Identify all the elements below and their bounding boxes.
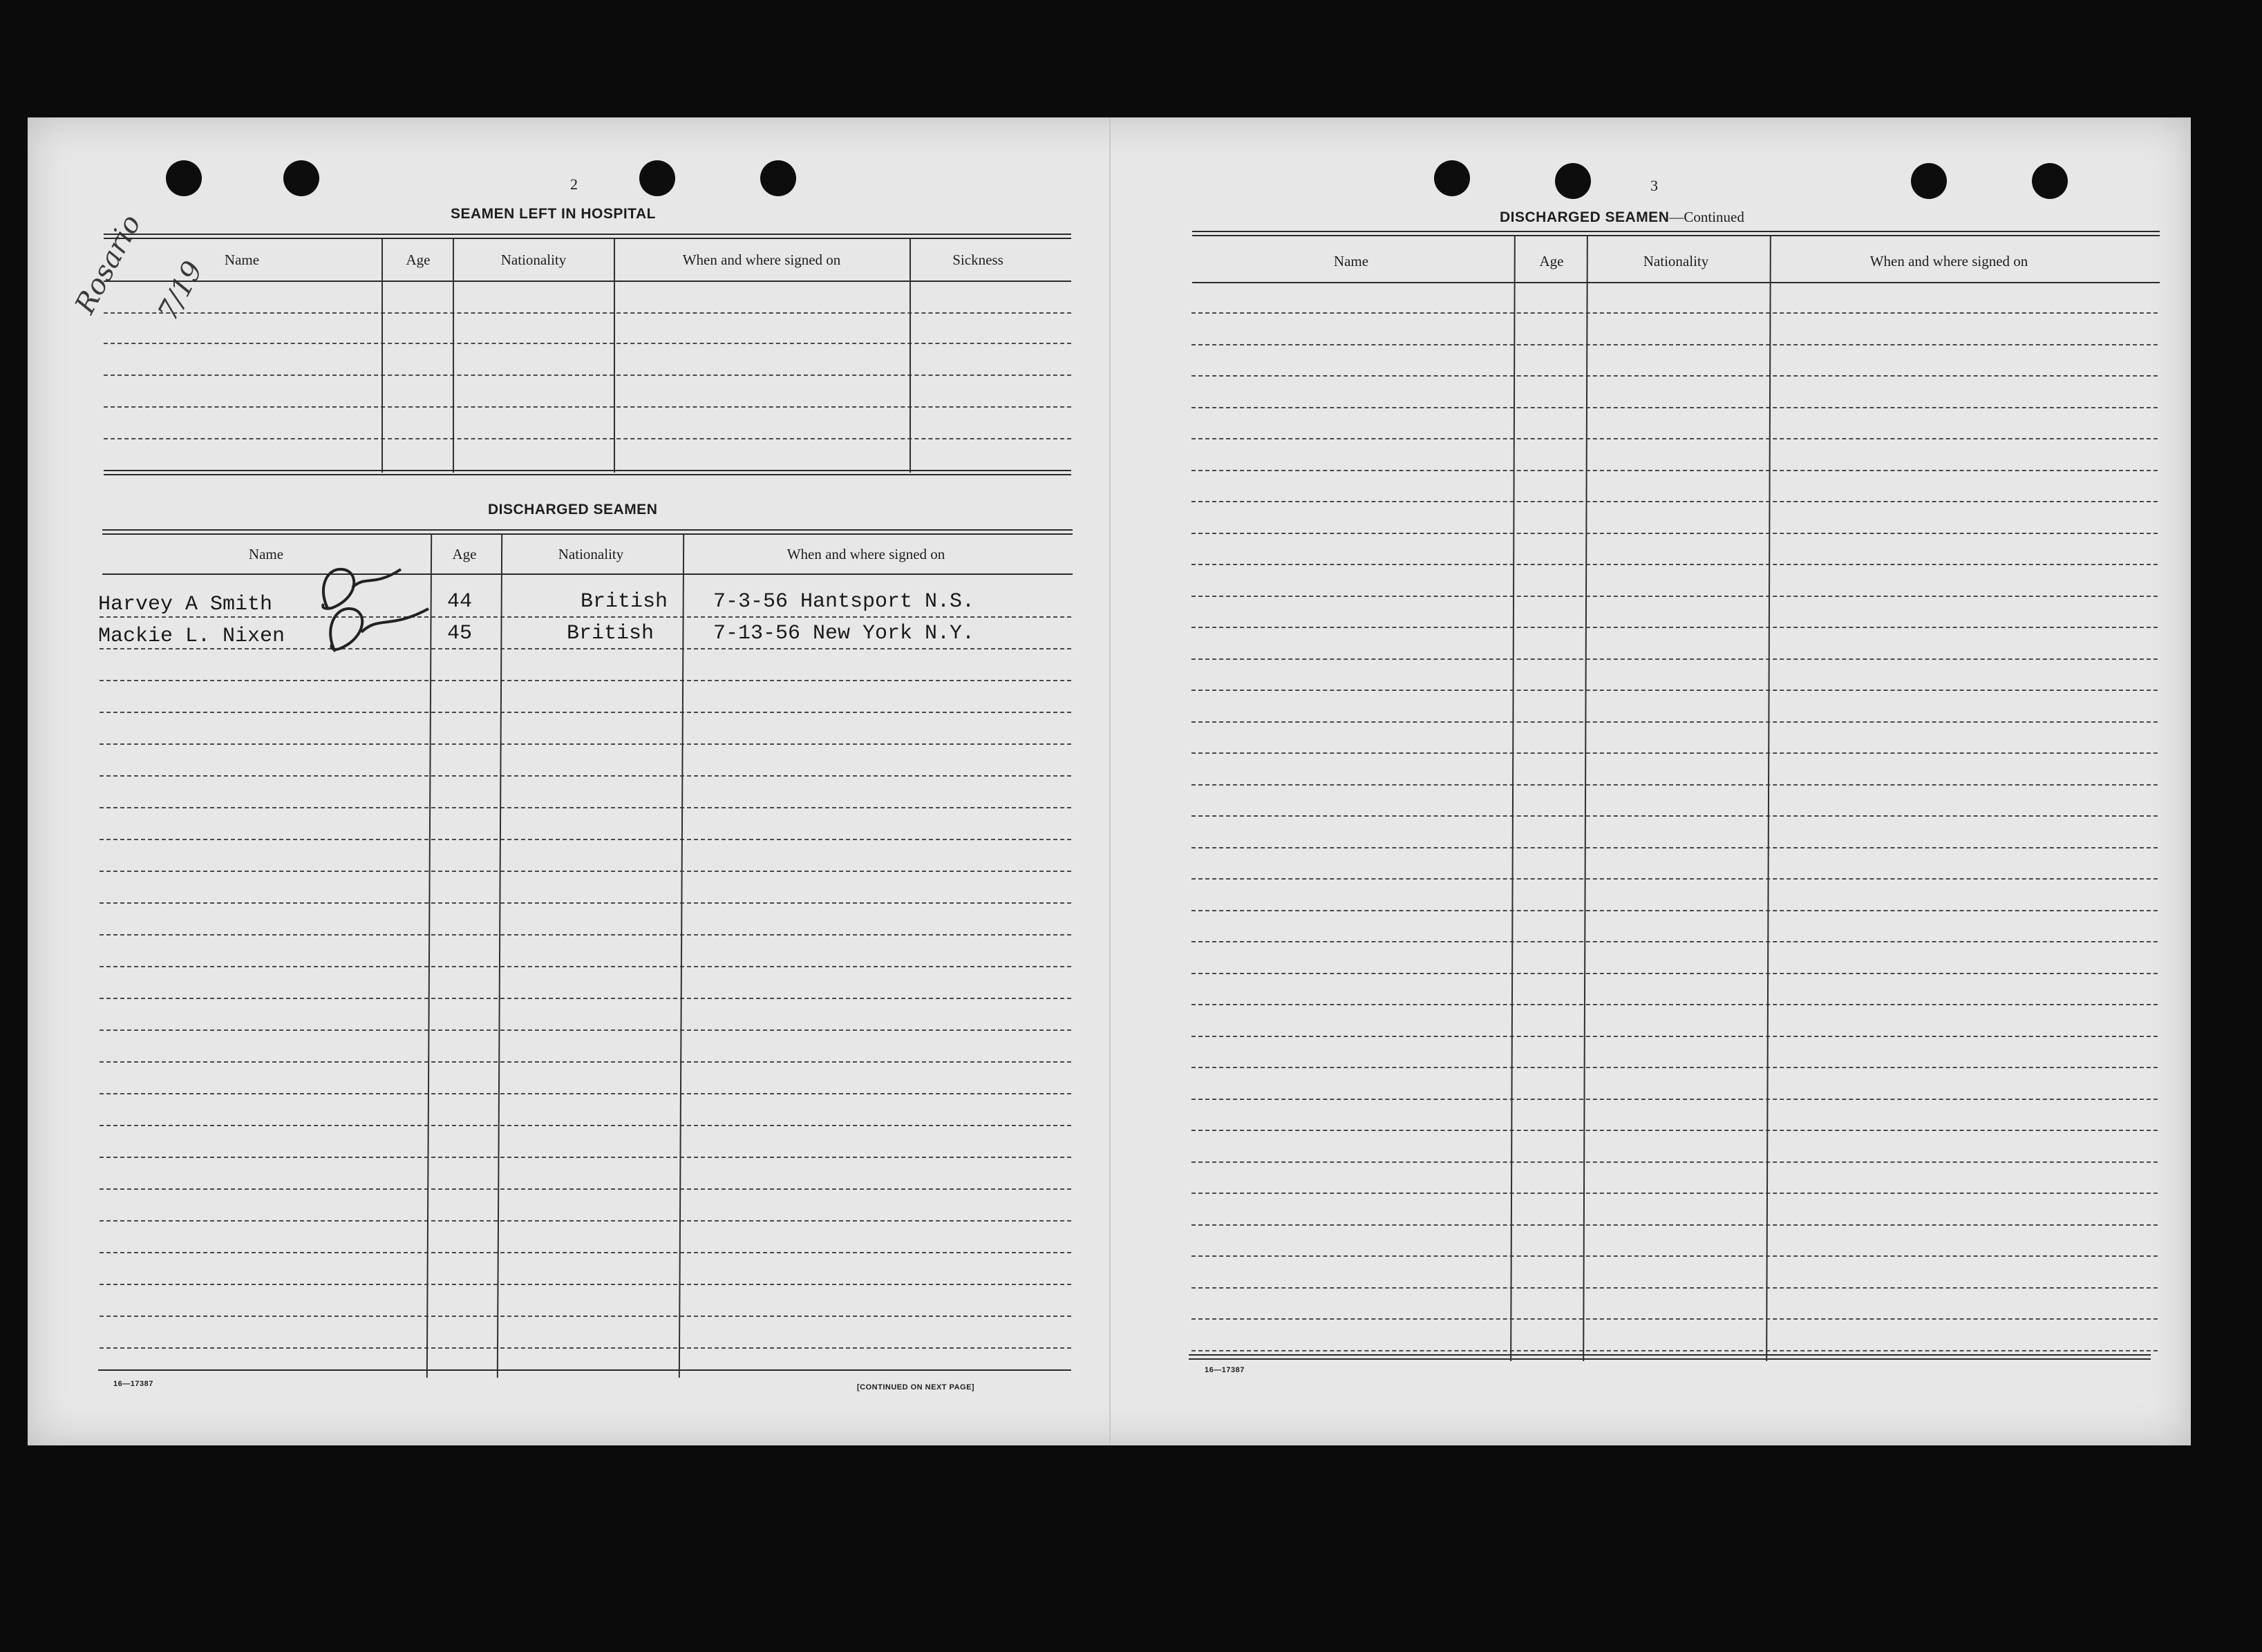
discharged-row-rule <box>100 1061 1071 1063</box>
margin-note-date: 7/19 <box>152 256 209 326</box>
right-top-rule <box>1192 231 2160 232</box>
seaman-2-name: Mackie L. Nixen <box>98 625 285 648</box>
discharged-section-title: DISCHARGED SEAMEN <box>488 502 658 518</box>
discharged-row-rule <box>100 902 1071 904</box>
right-row-rule <box>1191 721 2158 723</box>
right-bottom-rule <box>1189 1354 2151 1356</box>
seaman-1-signed-on: 7-3-56 Hantsport N.S. <box>713 590 975 614</box>
right-row-rule <box>1191 847 2158 848</box>
right-col-signed-on: When and where signed on <box>1869 253 2028 269</box>
right-row-rule <box>1191 1350 2158 1351</box>
discharged-bottom-rule <box>98 1369 1071 1371</box>
discharged-row-rule <box>100 1316 1071 1317</box>
discharged-row-rule <box>100 966 1071 967</box>
discharged-continued-title-suffix: —Continued <box>1669 209 1744 225</box>
punch-hole <box>1911 163 1947 199</box>
discharged-row-rule <box>100 1284 1071 1285</box>
right-col-nationality: Nationality <box>1643 253 1709 269</box>
discharged-row-rule <box>100 1347 1071 1349</box>
right-row-rule <box>1191 407 2158 408</box>
seaman-1-nationality: British <box>581 590 668 614</box>
right-row-rule <box>1191 784 2158 786</box>
form-number-right: 16—17387 <box>1205 1366 1245 1374</box>
right-row-rule <box>1191 1255 2158 1257</box>
page-fold <box>1109 117 1111 1445</box>
hospital-bottom-rule-2 <box>104 474 1071 475</box>
discharged-row-rule <box>100 616 1071 618</box>
right-top-rule-2 <box>1192 235 2160 236</box>
discharged-row-rule <box>100 712 1071 713</box>
discharged-col-signed-on: When and where signed on <box>786 546 945 562</box>
right-row-rule <box>1191 1287 2158 1289</box>
hospital-col-divider <box>381 239 383 473</box>
discharge-mark-2 <box>314 598 432 656</box>
discharged-row-rule <box>100 1029 1071 1031</box>
discharged-col-divider <box>426 535 432 1378</box>
right-row-rule <box>1191 501 2158 502</box>
hospital-section-title: SEAMEN LEFT IN HOSPITAL <box>451 206 656 222</box>
discharged-continued-title-main: DISCHARGED SEAMEN <box>1500 209 1670 225</box>
discharged-top-rule <box>102 529 1073 531</box>
discharged-col-age: Age <box>452 546 477 562</box>
discharged-col-divider <box>497 535 502 1378</box>
hospital-col-divider <box>909 239 911 473</box>
punch-hole <box>760 160 796 196</box>
right-row-rule <box>1191 1318 2158 1320</box>
hospital-col-name: Name <box>224 251 260 268</box>
right-row-rule <box>1191 627 2158 628</box>
discharged-header-rule <box>102 573 1073 575</box>
right-row-rule <box>1191 973 2158 974</box>
right-col-age: Age <box>1539 253 1564 269</box>
discharged-row-rule <box>100 1125 1071 1126</box>
hospital-col-divider <box>614 239 615 473</box>
punch-hole <box>2032 163 2068 199</box>
hospital-col-signed-on: When and where signed on <box>682 251 841 268</box>
discharged-row-rule <box>100 839 1071 840</box>
right-row-rule <box>1191 1161 2158 1163</box>
discharged-col-nationality: Nationality <box>558 546 624 562</box>
discharged-row-rule <box>100 871 1071 872</box>
right-row-rule <box>1191 1193 2158 1194</box>
punch-hole <box>639 160 675 196</box>
hospital-top-rule-2 <box>104 238 1071 239</box>
right-row-rule <box>1191 752 2158 754</box>
discharged-row-rule <box>100 934 1071 936</box>
hospital-col-age: Age <box>406 251 431 268</box>
right-row-rule <box>1191 878 2158 880</box>
right-row-rule <box>1191 533 2158 534</box>
right-col-name: Name <box>1333 253 1369 269</box>
seaman-1-age: 44 <box>447 590 473 614</box>
punch-hole <box>283 160 319 196</box>
right-row-rule <box>1191 312 2158 314</box>
hospital-row-rule <box>104 343 1071 344</box>
discharged-row-rule <box>100 807 1071 808</box>
hospital-header-rule <box>104 281 1071 282</box>
discharged-row-rule <box>100 680 1071 681</box>
discharged-col-name: Name <box>248 546 284 562</box>
right-row-rule <box>1191 1036 2158 1037</box>
hospital-col-nationality: Nationality <box>500 251 567 268</box>
right-row-rule <box>1191 910 2158 911</box>
right-row-rule <box>1191 815 2158 817</box>
hospital-bottom-rule <box>104 470 1071 471</box>
hospital-row-rule <box>104 406 1071 408</box>
discharged-row-rule <box>100 1188 1071 1190</box>
seaman-2-nationality: British <box>567 622 654 645</box>
margin-note-port: Rosario <box>69 209 148 319</box>
discharged-row-rule <box>100 1252 1071 1253</box>
page-number-right: 3 <box>1650 177 1658 194</box>
hospital-row-rule <box>104 438 1071 439</box>
right-bottom-rule-2 <box>1189 1358 2151 1360</box>
discharged-continued-title <box>1500 209 1744 226</box>
discharged-col-divider <box>679 535 684 1378</box>
discharged-row-rule <box>100 1157 1071 1158</box>
ledger-paper <box>28 117 2191 1445</box>
hospital-row-rule <box>104 374 1071 376</box>
discharged-row-rule <box>100 648 1071 649</box>
page-number-left: 2 <box>570 175 578 193</box>
right-row-rule <box>1191 690 2158 691</box>
hospital-col-divider <box>453 239 454 473</box>
discharged-row-rule <box>100 775 1071 777</box>
continued-note: [CONTINUED ON NEXT PAGE] <box>857 1383 975 1392</box>
right-row-rule <box>1191 1004 2158 1005</box>
hospital-top-rule <box>104 234 1071 235</box>
seaman-1-name: Harvey A Smith <box>98 593 273 616</box>
discharged-row-rule <box>100 998 1071 999</box>
discharged-row-rule <box>100 1093 1071 1094</box>
right-row-rule <box>1191 1224 2158 1226</box>
form-number-left: 16—17387 <box>113 1380 153 1388</box>
seaman-2-age: 45 <box>447 622 473 645</box>
right-row-rule <box>1191 658 2158 660</box>
right-row-rule <box>1191 1130 2158 1131</box>
punch-hole <box>1434 160 1470 196</box>
right-row-rule <box>1191 596 2158 597</box>
discharged-top-rule-2 <box>102 533 1073 535</box>
right-row-rule <box>1191 941 2158 942</box>
right-row-rule <box>1191 1099 2158 1100</box>
right-row-rule <box>1191 438 2158 439</box>
hospital-col-sickness: Sickness <box>952 251 1003 268</box>
seaman-2-signed-on: 7-13-56 New York N.Y. <box>713 622 975 645</box>
right-row-rule <box>1191 470 2158 471</box>
discharged-row-rule <box>100 743 1071 745</box>
right-header-rule <box>1192 282 2160 283</box>
right-row-rule <box>1191 344 2158 345</box>
right-row-rule <box>1191 375 2158 377</box>
punch-hole <box>1555 163 1591 199</box>
right-row-rule <box>1191 564 2158 565</box>
discharged-row-rule <box>100 1220 1071 1222</box>
right-row-rule <box>1191 1067 2158 1068</box>
punch-hole <box>166 160 202 196</box>
hospital-row-rule <box>104 312 1071 314</box>
